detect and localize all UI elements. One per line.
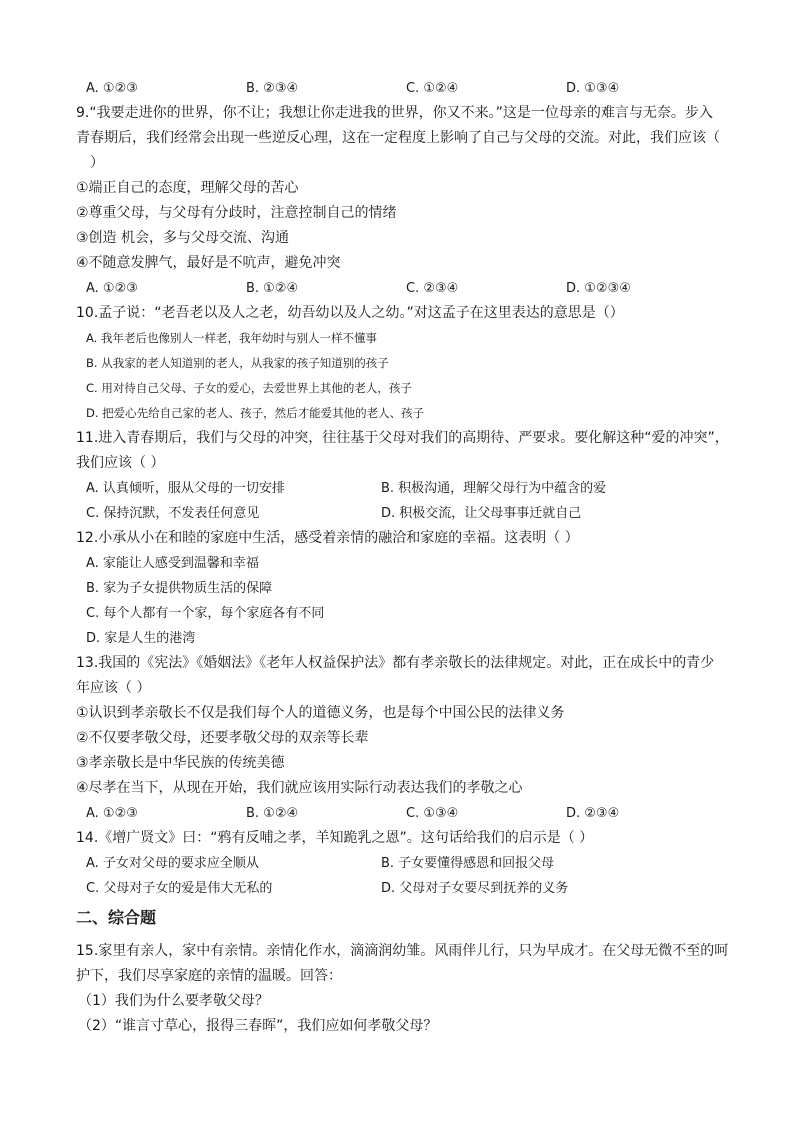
- q11-stem-line-2: 我们应该（ ）: [76, 455, 165, 471]
- q10-option-b[interactable]: B. 从我家的老人知道别的老人，从我家的孩子知道别的孩子: [86, 356, 389, 370]
- q10-stem: 10.孟子说：“老吾老以及人之老，幼吾幼以及人之幼。”对这孟子在这里表达的意思是（）: [76, 305, 624, 321]
- q11-options-row-1: [76, 476, 726, 501]
- q8-options: [76, 76, 726, 101]
- q13-option-d[interactable]: D. ②③④: [566, 806, 620, 821]
- q13-item-3: ③孝亲敬长是中华民族的传统美德: [76, 755, 285, 771]
- q9-option-d[interactable]: D. ①②③④: [566, 281, 631, 296]
- q8-option-c[interactable]: C. ①②④: [406, 81, 459, 96]
- question-9: [76, 101, 726, 301]
- q12-option-a[interactable]: A. 家能让人感受到温馨和幸福: [86, 556, 259, 571]
- question-10: [76, 301, 726, 426]
- q9-options: [76, 276, 726, 301]
- question-11: [76, 426, 729, 526]
- q12-stem: 12.小承从小在和睦的家庭中生活，感受着亲情的融洽和家庭的幸福。这表明（ ）: [76, 530, 579, 546]
- q11-options-row-2: [76, 501, 726, 526]
- q11-stem-line-1: 11.进入青春期后，我们与父母的冲突，往往基于父母对我们的高期待、严要求。要化解这种“爱的冲突”，: [76, 430, 729, 446]
- section-title: 二、综合题: [76, 908, 157, 927]
- q11-option-d[interactable]: D. 积极交流，让父母事事迁就自己: [381, 506, 582, 521]
- q9-item-4: ④不随意发脾气，最好是不吭声，避免冲突: [76, 255, 341, 271]
- q8-option-b[interactable]: B. ②③④: [246, 81, 299, 96]
- q11-option-b[interactable]: B. 积极沟通，理解父母行为中蕴含的爱: [381, 481, 607, 496]
- q9-item-2: ②尊重父母，与父母有分歧时，注意控制自己的情绪: [76, 205, 397, 221]
- q8-option-a[interactable]: A. ①②③: [86, 81, 138, 96]
- q13-option-b[interactable]: B. ①②④: [246, 806, 299, 821]
- q9-option-a[interactable]: A. ①②③: [86, 281, 138, 296]
- q14-options-row-2: [76, 876, 726, 901]
- q13-item-2: ②不仅要孝敬父母，还要孝敬父母的双亲等长辈: [76, 730, 369, 746]
- q10-option-a[interactable]: A. 我年老后也像别人一样老，我年幼时与别人一样不懂事: [86, 331, 377, 345]
- q15-subquestion-2: （2）“谁言寸草心，报得三春晖”，我们应如何孝敬父母？: [78, 1018, 438, 1034]
- q13-item-4: ④尽孝在当下，从现在开始，我们就应该用实际行动表达我们的孝敬之心: [76, 780, 523, 796]
- q15-stem-line-2: 护下，我们尽享家庭的亲情的温暖。回答：: [76, 968, 342, 984]
- q11-option-a[interactable]: A. 认真倾听，服从父母的一切安排: [86, 481, 285, 496]
- q14-option-a[interactable]: A. 子女对父母的要求应全顺从: [86, 856, 259, 871]
- q13-item-1: ①认识到孝亲敬长不仅是我们每个人的道德义务，也是每个中国公民的法律义务: [76, 705, 565, 721]
- q13-stem-line-1: 13.我国的《宪法》《婚姻法》《老年人权益保护法》都有孝亲敬长的法律规定。对此，正在成长中的青少: [76, 655, 715, 671]
- q14-stem: 14.《增广贤文》曰：“鸦有反哺之孝，羊知跪乳之恩”。这句话给我们的启示是（ ）: [76, 830, 594, 846]
- q9-stem-line-2: 青春期后，我们经常会出现一些逆反心理，这在一定程度上影响了自己与父母的交流。对此，我们应该（: [76, 130, 720, 146]
- exam-page: [76, 76, 729, 1039]
- question-15: [76, 939, 729, 1039]
- q14-option-c[interactable]: C. 父母对子女的爱是伟大无私的: [86, 881, 273, 896]
- question-14: [76, 826, 726, 901]
- q13-stem-line-2: 年应该（ ）: [76, 680, 151, 696]
- q9-stem-line-1: 9.“我要走进你的世界，你不让；我想让你走进我的世界，你又不来。”这是一位母亲的难言与无奈。步入: [76, 105, 713, 121]
- q9-item-3: ③创造 机会，多与父母交流、沟通: [76, 230, 290, 246]
- question-13: [76, 651, 726, 826]
- question-12: [76, 526, 726, 651]
- q12-option-c[interactable]: C. 每个人都有一个家，每个家庭各有不同: [86, 606, 325, 621]
- q9-option-b[interactable]: B. ①②④: [246, 281, 299, 296]
- q14-options-row-1: [76, 851, 726, 876]
- q8-option-d[interactable]: D. ①③④: [566, 81, 620, 96]
- q14-option-d[interactable]: D. 父母对子女要尽到抚养的义务: [381, 881, 569, 896]
- q15-subquestion-1: （1）我们为什么要孝敬父母？: [78, 993, 269, 1009]
- q13-option-c[interactable]: C. ①③④: [406, 806, 459, 821]
- q9-item-1: ①端正自己的态度，理解父母的苦心: [76, 180, 299, 196]
- q15-stem-line-1: 15.家里有亲人，家中有亲情。亲情化作水，滴滴润幼雏。风雨伴儿行，只为早成才。在父母无微不至的呵: [76, 943, 729, 959]
- q9-option-c[interactable]: C. ②③④: [406, 281, 459, 296]
- q12-option-b[interactable]: B. 家为子女提供物质生活的保障: [86, 581, 273, 596]
- q14-option-b[interactable]: B. 子女要懂得感恩和回报父母: [381, 856, 555, 871]
- q10-option-d[interactable]: D. 把爱心先给自己家的老人、孩子，然后才能爱其他的老人、孩子: [86, 406, 425, 420]
- q13-options: [76, 801, 726, 826]
- q12-option-d[interactable]: D. 家是人生的港湾: [86, 631, 196, 646]
- q9-stem-line-3: ）: [90, 155, 104, 171]
- q13-option-a[interactable]: A. ①②③: [86, 806, 138, 821]
- q11-option-c[interactable]: C. 保持沉默，不发表任何意见: [86, 506, 260, 521]
- q10-option-c[interactable]: C. 用对待自己父母、子女的爱心，去爱世界上其他的老人，孩子: [86, 381, 412, 395]
